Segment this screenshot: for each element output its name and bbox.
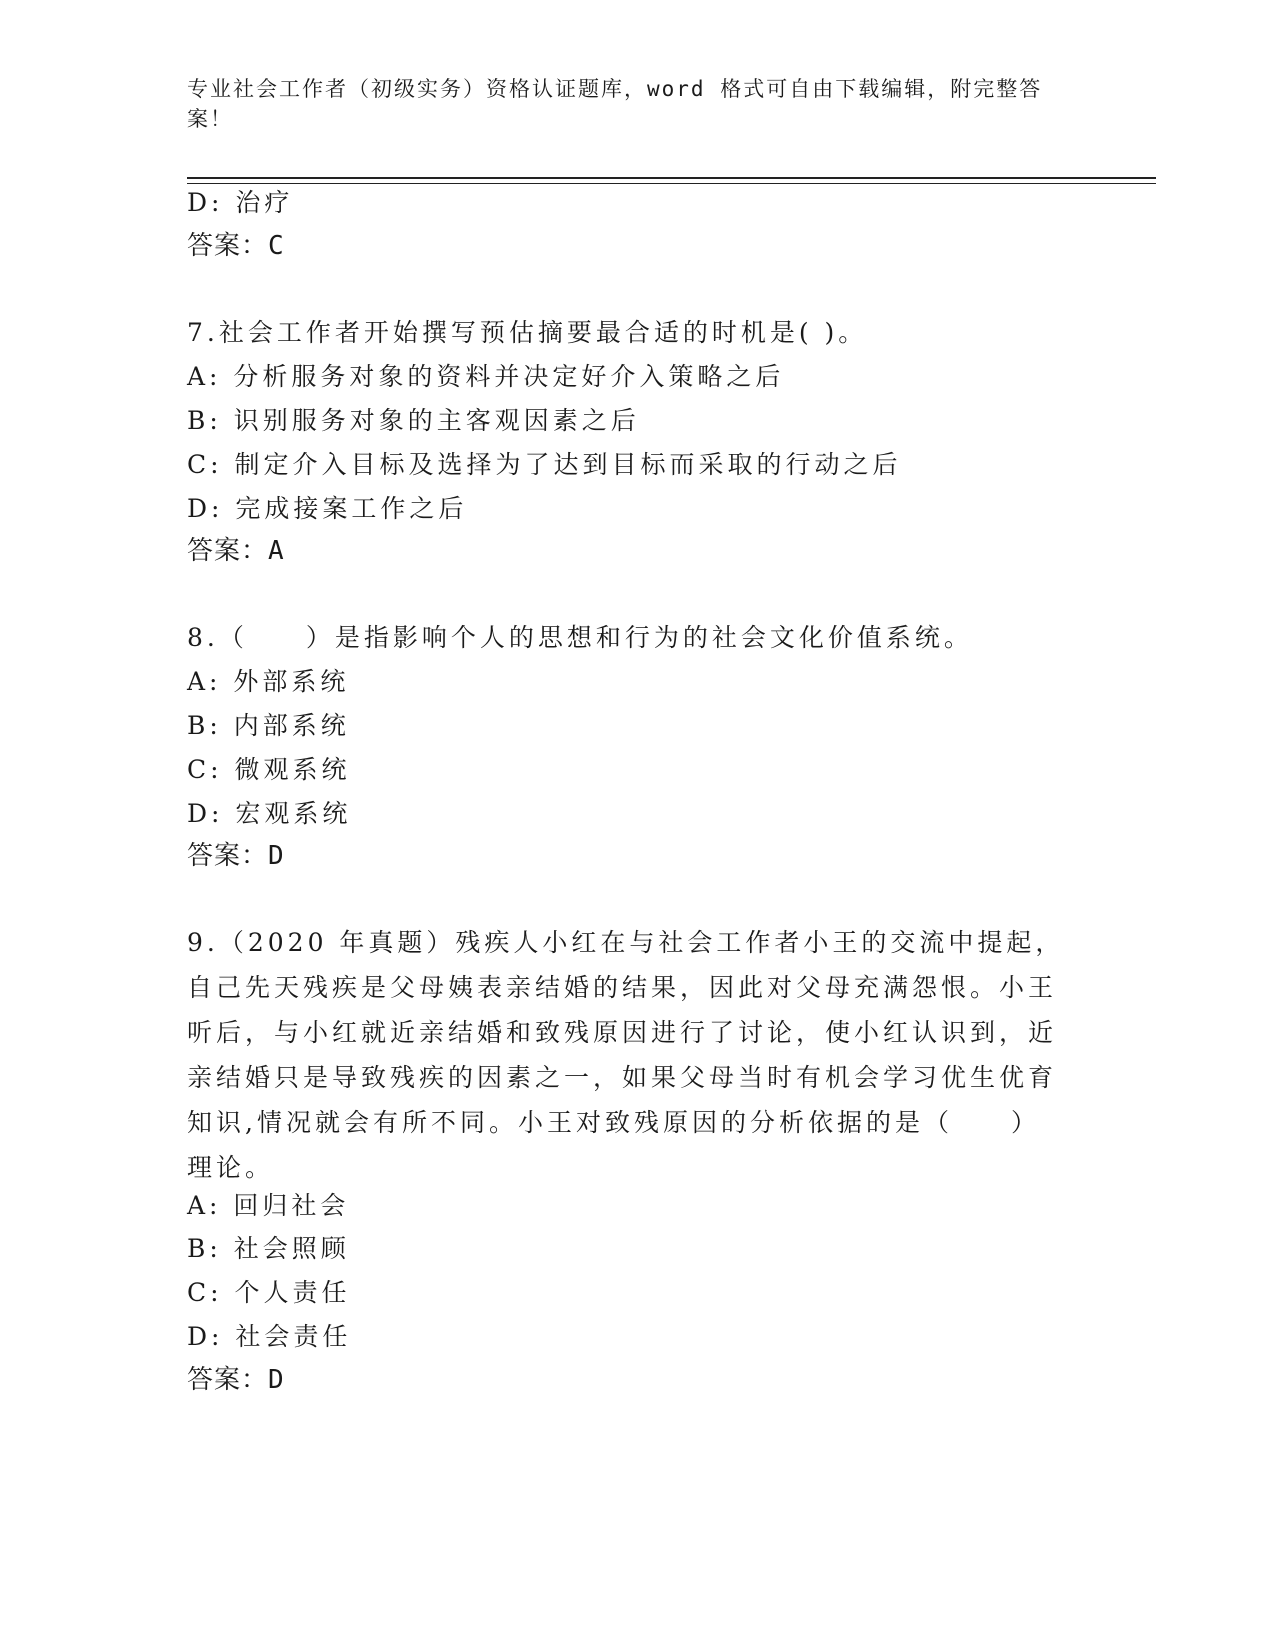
answer-value: D: [268, 1365, 285, 1395]
answer-label: 答案：: [187, 231, 269, 261]
header-divider-thin: [187, 183, 1156, 184]
answer-value: D: [268, 841, 285, 871]
document-header: 专业社会工作者（初级实务）资格认证题库，word 格式可自由下载编辑，附完整答案！: [187, 77, 1043, 131]
answer-value: C: [268, 231, 285, 261]
q7-stem: 7.社会工作者开始撰写预估摘要最合适的时机是( )。: [187, 318, 868, 347]
answer-value: A: [268, 536, 285, 566]
q8-option-a: A: 外部系统: [187, 667, 350, 696]
header-divider-thick: [187, 177, 1156, 179]
answer-label: 答案：: [187, 536, 269, 566]
q9-option-b: B: 社会照顾: [187, 1234, 350, 1263]
q9-option-c: C: 个人责任: [187, 1278, 351, 1307]
q7-option-a: A: 分析服务对象的资料并决定好介入策略之后: [187, 362, 785, 391]
q9-option-d: D: 社会责任: [187, 1322, 352, 1351]
q7-option-b: B: 识别服务对象的主客观因素之后: [187, 406, 640, 435]
q8-option-c: C: 微观系统: [187, 755, 351, 784]
q7-option-d: D: 完成接案工作之后: [187, 494, 468, 523]
prev-option-d: D: 治疗: [187, 188, 294, 217]
q8-answer: [187, 840, 285, 872]
q9-option-a: A: 回归社会: [187, 1191, 350, 1220]
q8-option-b: B: 内部系统: [187, 711, 350, 740]
q9-answer: [187, 1364, 285, 1396]
q8-option-d: D: 宏观系统: [187, 799, 352, 828]
q9-stem: 9.（2020 年真题）残疾人小红在与社会工作者小王的交流中提起，自己先天残疾是父母姨表亲结婚的结果，因此对父母充满怨恨。小王听后，与小红就近亲结婚和致残原因进行了讨论，使小红认识到，近亲结婚只是导致残疾的因素之一，如果父母当时有机会学习优生优育知识,情况就会有所不同。小王对致残原因的分析依据的是（ ）理论。: [187, 928, 1065, 1182]
prev-answer: [187, 230, 285, 262]
q7-option-c: C: 制定介入目标及选择为了达到目标而采取的行动之后: [187, 450, 902, 479]
answer-label: 答案：: [187, 841, 269, 871]
q7-answer: [187, 535, 285, 567]
answer-label: 答案：: [187, 1365, 269, 1395]
q8-stem: 8.（ ）是指影响个人的思想和行为的社会文化价值系统。: [187, 623, 973, 652]
